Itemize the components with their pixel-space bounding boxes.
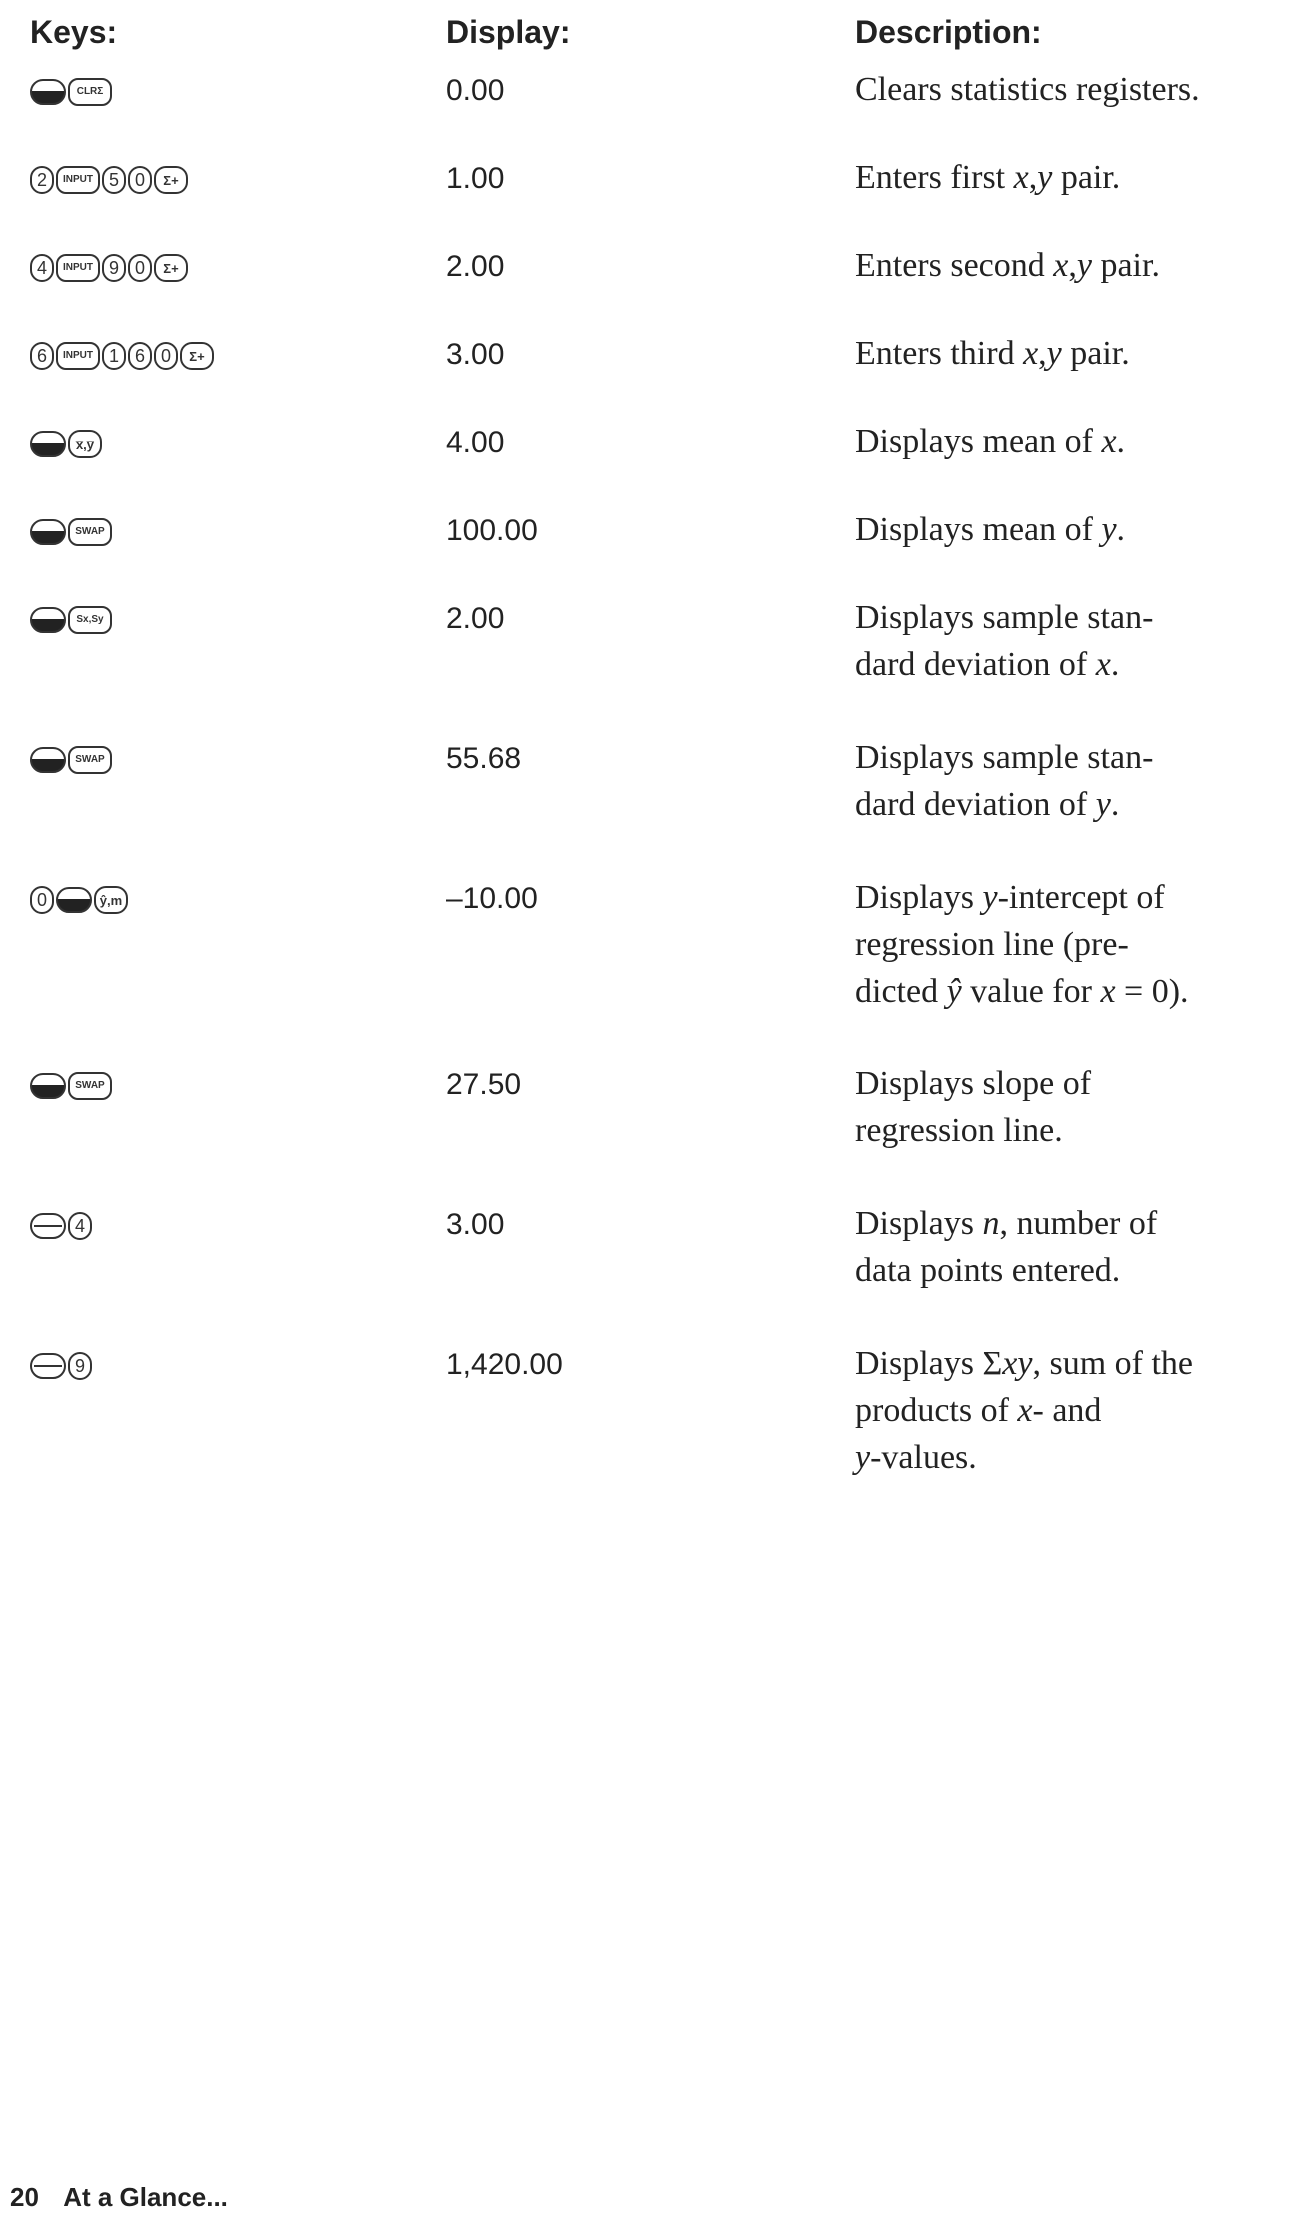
digit-key-icon: 5: [102, 166, 126, 194]
display-value: 100.00: [446, 514, 538, 547]
std-dev-key-icon: Sx,Sy: [68, 606, 112, 634]
digit-key-icon: 4: [68, 1212, 92, 1240]
description-text: Clears statistics registers.: [855, 71, 1200, 108]
shift-key-icon: [56, 887, 92, 913]
digit-key-icon: 2: [30, 166, 54, 194]
display-value: 0.00: [446, 74, 505, 107]
display-value: 3.00: [446, 338, 505, 371]
description-text: Displays n, number of data points entered.: [855, 1205, 1158, 1289]
key-sequence: [30, 336, 214, 376]
key-sequence: [30, 600, 112, 640]
display-value: 55.68: [446, 742, 522, 775]
key-sequence: [30, 1346, 92, 1386]
digit-key-icon: 0: [30, 886, 54, 914]
sigma-plus-key-icon: Σ+: [154, 254, 188, 282]
key-sequence: [30, 512, 112, 552]
digit-key-icon: 0: [128, 166, 152, 194]
key-sequence: [30, 880, 128, 920]
display-value: 2.00: [446, 250, 505, 283]
digit-key-icon: 9: [102, 254, 126, 282]
sigma-plus-key-icon: Σ+: [180, 342, 214, 370]
key-sequence: [30, 740, 112, 780]
key-sequence: [30, 424, 102, 464]
description-text: Enters second x,y pair.: [855, 247, 1160, 284]
description-text: Displays y-intercept of regression line (pre- dicted ŷ value for x = 0).: [855, 879, 1189, 1010]
header-description: Description:: [855, 14, 1042, 50]
sigma-plus-key-icon: Σ+: [154, 166, 188, 194]
digit-key-icon: 0: [128, 254, 152, 282]
page-number: 20: [10, 2182, 39, 2212]
page-footer: [10, 2182, 228, 2213]
digit-key-icon: 6: [128, 342, 152, 370]
display-value: 2.00: [446, 602, 505, 635]
shift-key-icon: [30, 431, 66, 457]
shift-key-icon: [30, 1213, 66, 1239]
key-sequence: [30, 160, 188, 200]
display-value: 1.00: [446, 162, 505, 195]
description-text: Displays sample stan- dard deviation of y.: [855, 739, 1154, 823]
display-value: –10.00: [446, 882, 538, 915]
description-text: Displays sample stan- dard deviation of x.: [855, 599, 1154, 683]
display-value: 27.50: [446, 1068, 522, 1101]
swap-key-icon: SWAP: [68, 518, 112, 546]
key-sequence: [30, 1066, 112, 1106]
description-text: Enters first x,y pair.: [855, 159, 1121, 196]
swap-key-icon: SWAP: [68, 1072, 112, 1100]
input-key-icon: INPUT: [56, 254, 100, 282]
shift-key-icon: [30, 747, 66, 773]
section-title: At a Glance...: [63, 2182, 228, 2212]
description-text: Enters third x,y pair.: [855, 335, 1130, 372]
digit-key-icon: 6: [30, 342, 54, 370]
input-key-icon: INPUT: [56, 166, 100, 194]
digit-key-icon: 9: [68, 1352, 92, 1380]
input-key-icon: INPUT: [56, 342, 100, 370]
header-display: Display:: [446, 14, 571, 50]
key-sequence: [30, 1206, 92, 1246]
description-text: Displays mean of x.: [855, 423, 1126, 460]
description-text: Displays mean of y.: [855, 511, 1126, 548]
key-sequence: [30, 72, 112, 112]
display-value: 4.00: [446, 426, 505, 459]
description-text: Displays Σxy, sum of the products of x- and y-values.: [855, 1345, 1194, 1476]
header-keys: Keys:: [30, 14, 118, 50]
shift-key-icon: [30, 519, 66, 545]
display-value: 3.00: [446, 1208, 505, 1241]
swap-key-icon: SWAP: [68, 746, 112, 774]
intercept-key-icon: ŷ,m: [94, 886, 128, 914]
mean-key-icon: x̅,y̅: [68, 430, 102, 458]
shift-key-icon: [30, 1073, 66, 1099]
digit-key-icon: 1: [102, 342, 126, 370]
clear-stats-key-icon: CLRΣ: [68, 78, 112, 106]
display-value: 1,420.00: [446, 1348, 563, 1381]
shift-key-icon: [30, 607, 66, 633]
digit-key-icon: 0: [154, 342, 178, 370]
shift-key-icon: [30, 79, 66, 105]
shift-key-icon: [30, 1353, 66, 1379]
key-sequence: [30, 248, 188, 288]
digit-key-icon: 4: [30, 254, 54, 282]
description-text: Displays slope of regression line.: [855, 1065, 1092, 1149]
